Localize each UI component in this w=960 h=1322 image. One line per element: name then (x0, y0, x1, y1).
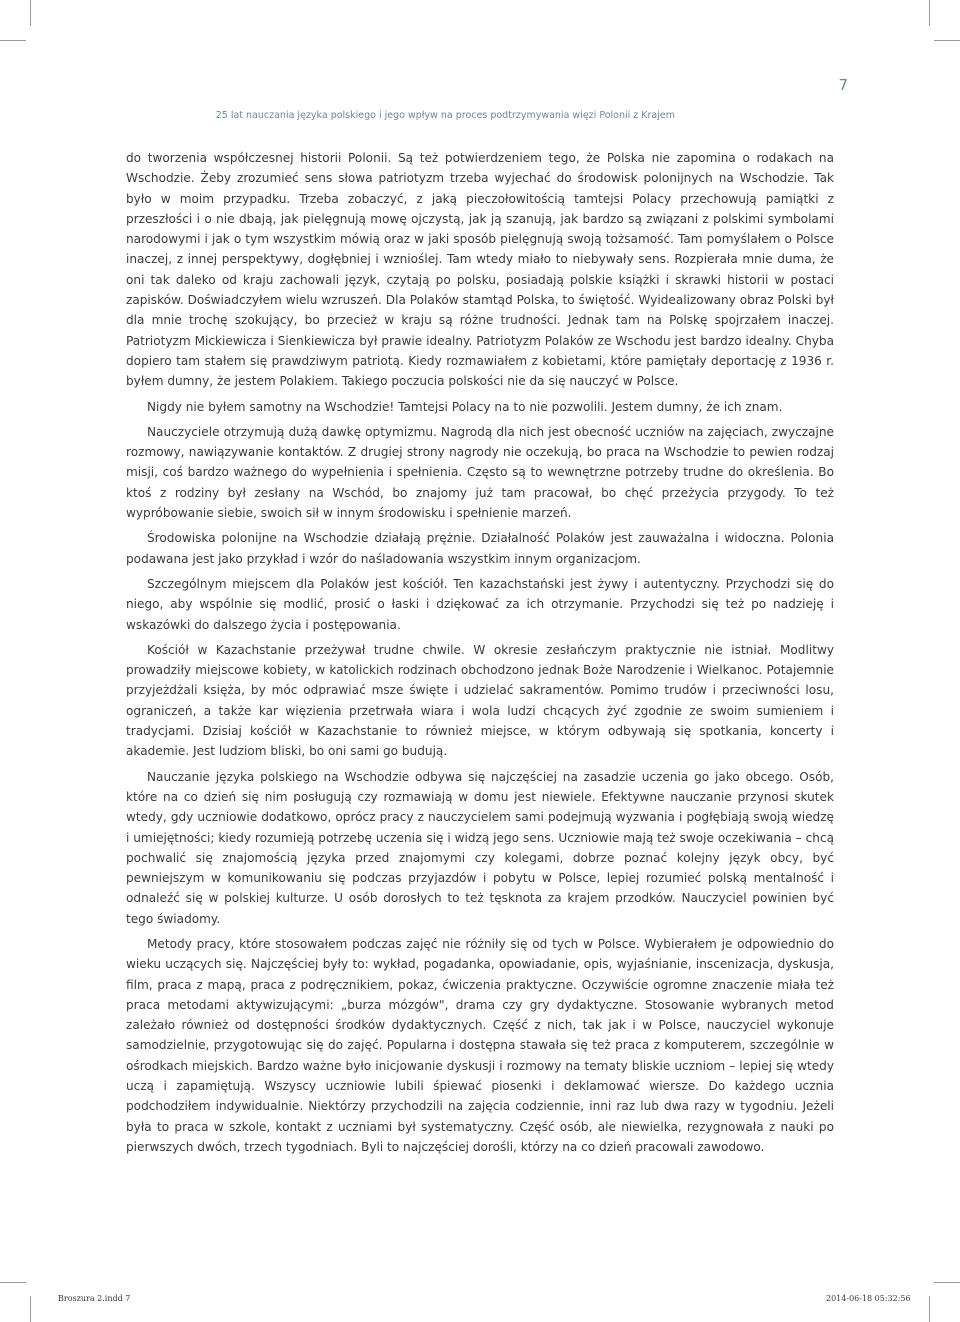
crop-mark-top-left-vertical (30, 0, 31, 26)
paragraph-3: Nauczyciele otrzymują dużą dawkę optymizmu. Nagrodą dla nich jest obecność uczniów na zajęciach, zwyczajne rozmowy, nawiązywanie kontaktów. Z drugiej strony nagrody nie oczekują, bo praca na Wschodzie to pewien rodzaj misji, coś bardzo ważnego do wypełnienia i spełnienia. Często są to wewnętrzne potrzeby trudne do określenia. Bo ktoś z rodziny był zesłany na Wschód, bo znajomy już tam pracował, bo chęć przeżycia przygody. To też wypróbowanie siebie, swoich sił w innym środowisku i spełnienie marzeń. (126, 424, 834, 521)
paragraph-1: do tworzenia współczesnej historii Polonii. Są też potwierdzeniem tego, że Polska nie zapomina o rodakach na Wschodzie. Żeby zrozumieć sens słowa patriotyzm trzeba wyjechać do środowisk polonijnych na Wschodzie. Tak było w moim przypadku. Trzeba zobaczyć, z jaką pieczołowitością tamtejsi Polacy przechowują pamiątki z przeszłości i o nie dbają, jak pielęgnują mowę ojczystą, jak ją szanują, jak bardzo są związani z polskimi symbolami narodowymi i jak o tym wszystkim mówią oraz w jaki sposób pielęgnują swoją tożsamość. Tam pomyślałem o Polsce inaczej, z innej perspektywy, dogłębniej i wznioślej. Tam wtedy miało to niebywały sens. Rozpierała mnie duma, że oni tak daleko od kraju zachowali język, czytają po polsku, posiadają polskie książki i skrawki historii w postaci zapisków. Doświadczyłem wielu wzruszeń. Dla Polaków stamtąd Polska, to świętość. Wyidealizowany obraz Polski był dla mnie trochę szokujący, bo przecież w kraju są różne trudności. Jednak tam na Polskę spojrzałem inaczej. Patriotyzm Mickiewicza i Sienkiewicza był prawie idealny. Patriotyzm Polaków ze Wschodu jest bardzo idealny. Chyba dopiero tam stałem się prawdziwym patriotą. Kiedy rozmawiałem z kobietami, które pamiętały deportację z 1936 r. byłem dumny, że jestem Polakiem. Takiego poczucia polskości nie da się nauczyć w Polsce. (126, 151, 834, 389)
print-slug-file: Broszura 2.indd 7 (58, 1294, 131, 1303)
paragraph-6: Kościół w Kazachstanie przeżywał trudne chwile. W okresie zesłańczym praktycznie nie istniał. Modlitwy prowadziły miejscowe kobiety, w katolickich rodzinach obchodzono jednak Boże Narodzenie i Wielkanoc. Potajemnie przyjeżdżali księża, by móc odprawiać msze święte i udzielać sakramentów. Pomimo trudów i przeciwności losu, ograniczeń, a także kar więzienia przetrwała wiara i wola ludzi chcących żyć zgodnie ze swoim sumieniem i tradycjami. Dzisiaj kościół w Kazachstanie to również miejsce, w którym odbywają się spotkania, koncerty i akademie. Jest ludziom bliski, bo oni sami go budują. (126, 642, 834, 759)
paragraph-4: Środowiska polonijne na Wschodzie działają prężnie. Działalność Polaków jest zauważalna i widoczna. Polonia podawana jest jako przykład i wzór do naśladowania wszystkim innym organizacjom. (126, 531, 834, 566)
paragraph-5: Szczególnym miejscem dla Polaków jest kościół. Ten kazachstański jest żywy i autentyczny. Przychodzi się do niego, aby wspólnie się modlić, prosić o łaski i dziękować za ich otrzymanie. Przychodzi się też po nadzieję i wskazówki do dalszego życia i postępowania. (126, 576, 834, 632)
crop-mark-bottom-right-horizontal (934, 1282, 960, 1283)
crop-mark-top-right-vertical (929, 0, 930, 26)
crop-mark-top-left-horizontal (0, 40, 26, 41)
page-number: 7 (838, 76, 848, 94)
paragraph-7: Nauczanie języka polskiego na Wschodzie odbywa się najczęściej na zasadzie uczenia go jako obcego. Osób, które na co dzień się nim posługują czy rozmawiają w domu jest niewiele. Efektywne nauczanie przynosi skutek wtedy, gdy uczniowie dodatkowo, oprócz pracy z nauczycielem sami podejmują wyzwania i pogłębiają swoją wiedzę i umiejętności; kiedy rozumieją potrzebę uczenia się i widzą jego sens. Uczniowie mają też swoje oczekiwania – chcą pochwalić się znajomością języka przed znajomymi czy kolegami, dobrze poznać kolejny język obcy, być pewniejszym w komunikowaniu się podczas przyjazdów i pobytu w Polsce, lepiej rozumieć polską mentalność i odnaleźć się w polskiej kulturze. U osób dorosłych to też tęsknota za krajem przodków. Nauczyciel powinien być tego świadomy. (126, 769, 834, 926)
running-header: 25 lat nauczania języka polskiego i jego wpływ na proces podtrzymywania więzi Polonii z Krajem (215, 110, 675, 121)
print-slug-timestamp: 2014-06-18 05:32:56 (826, 1294, 911, 1303)
crop-mark-bottom-right-vertical (929, 1296, 930, 1322)
body-text (126, 148, 834, 1162)
crop-mark-bottom-left-horizontal (0, 1282, 26, 1283)
paragraph-8: Metody pracy, które stosowałem podczas zajęć nie różniły się od tych w Polsce. Wybierałem je odpowiednio do wieku uczących się. Najczęściej były to: wykład, pogadanka, opowiadanie, opis, wyjaśnianie, inscenizacja, dyskusja, film, praca z mapą, praca z podręcznikiem, pokaz, ćwiczenia praktyczne. Oczywiście ogromne znaczenie miała też praca metodami aktywizującymi: „burza mózgów", drama czy gry dydaktyczne. Stosowanie wybranych metod zależało również od dostępności środków dydaktycznych. Część z nich, tak jak i w Polsce, nauczyciel wykonuje samodzielnie, przygotowując się do zajęć. Popularna i dostępna stawała się też praca z komputerem, szczególnie w ośrodkach miejskich. Bardzo ważne było inicjowanie dyskusji i rozmowy na tematy bliskie uczniom – lepiej się wtedy uczą i zapamiętują. Wszyscy uczniowie lubili śpiewać piosenki i deklamować wiersze. Do każdego ucznia podchodziłem indywidualnie. Niektórzy przychodzili na zajęcia codziennie, inni raz lub dwa razy w tygodniu. Jeżeli była to praca w szkole, kontakt z uczniami był systematyczny. Część osób, ale niewielka, rezygnowała z nauki po pierwszych dwóch, trzech tygodniach. Byli to najczęściej dorośli, którzy na co dzień pracowali zawodowo. (126, 936, 834, 1154)
crop-mark-top-right-horizontal (934, 40, 960, 41)
paragraph-2: Nigdy nie byłem samotny na Wschodzie! Tamtejsi Polacy na to nie pozwolili. Jestem dumny, że ich znam. (147, 399, 783, 414)
crop-mark-bottom-left-vertical (30, 1296, 31, 1322)
